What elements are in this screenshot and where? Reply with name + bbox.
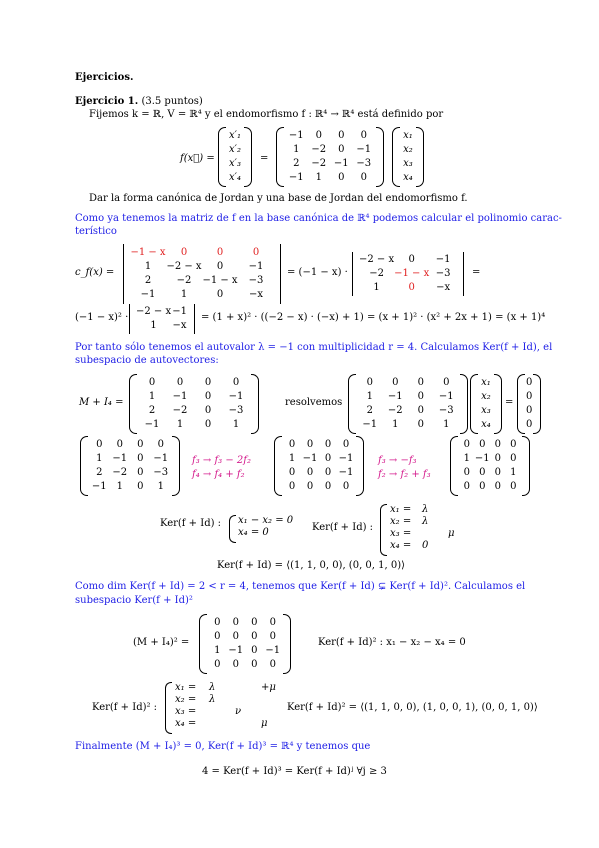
matrix-cell: −x: [436, 282, 451, 293]
ker1-param-label: Ker(f + Id) :: [312, 522, 374, 533]
matrix-cell: 1: [443, 419, 450, 430]
matrix-cell: −1: [302, 453, 318, 464]
matrix-cell: 0: [417, 377, 424, 388]
matrix-cell: 0: [338, 144, 345, 155]
param-cell: x₁ =: [390, 504, 412, 515]
matrix-cell: x′₃: [229, 158, 241, 169]
mi2-lhs: (M + I₄)² =: [133, 637, 190, 648]
matrix-cell: −1: [112, 453, 128, 464]
matrix-cell: 1: [116, 481, 123, 492]
solution-intro-2: terístico: [75, 226, 117, 237]
matrix-cell: 0: [494, 453, 501, 464]
matrix-cell: x₄: [481, 419, 491, 430]
f-lhs: f(x⃗) =: [180, 153, 215, 164]
param-cell: x₁ =: [175, 682, 197, 693]
exercise-task: Dar la forma canónica de Jordan y una base de Jordan del endomorfismo f.: [89, 193, 468, 204]
param-row: [175, 718, 281, 730]
matrix-cell: 1: [157, 481, 164, 492]
ker1-eq-2: x₄ = 0: [238, 527, 269, 538]
matrix-a: [276, 127, 384, 187]
matrix-cell: 0: [137, 453, 144, 464]
ker1-eq-1: x₁ − x₂ = 0: [238, 515, 294, 526]
matrix-cell: 0: [338, 172, 345, 183]
matrix-cell: x′₄: [229, 172, 241, 183]
matrix-cell: −3: [153, 467, 169, 478]
line2-prefix: (−1 − x)² ·: [75, 312, 129, 323]
matrix-cell: 0: [269, 631, 276, 642]
matrix-cell: 1: [366, 391, 373, 402]
left-paren: [392, 127, 400, 187]
param-cell: μ: [261, 718, 268, 729]
determinant-2x2: [127, 304, 197, 334]
exercise-label: Ejercicio 1.: [75, 96, 139, 107]
matrix-cell: 1: [288, 453, 296, 464]
right-bar: [194, 304, 195, 334]
matrix-cell: −1: [172, 391, 188, 402]
left-paren: [470, 374, 478, 434]
param-cell: 0: [422, 540, 429, 551]
matrix-cell: 1: [463, 453, 470, 464]
param-cell: x₃ =: [175, 706, 197, 717]
matrix-cell: 0: [204, 391, 212, 402]
right-paren: [251, 374, 259, 434]
right-bar: [280, 244, 281, 304]
param-cell: x₄ =: [390, 540, 412, 551]
matrix-cell: 0: [494, 467, 501, 478]
matrix-cell: 2: [144, 275, 152, 286]
matrix-cell: −1: [228, 645, 244, 656]
zero-vector: [517, 374, 541, 434]
matrix-cell: 1: [96, 453, 103, 464]
matrix-cell: −1: [438, 391, 454, 402]
matrix-cell: x₄: [403, 172, 413, 183]
left-bar: [123, 244, 124, 304]
param-row: [390, 528, 468, 540]
matrix-cell: 0: [252, 247, 260, 258]
matrix-cell: 1: [144, 261, 152, 272]
param-row: [175, 694, 281, 706]
matrix-cell: 0: [408, 282, 415, 293]
row-op-1b: f₄ → f₄ + f₂: [192, 469, 245, 480]
matrix-cell: 0: [214, 617, 221, 628]
matrix-cell: 0: [180, 247, 188, 258]
matrix-cell: −1: [362, 419, 378, 430]
matrix-cell: 0: [342, 481, 350, 492]
matrix-cell: 0: [526, 405, 533, 416]
matrix-cell: −2: [387, 405, 403, 416]
matrix-cell: 0: [479, 439, 486, 450]
matrix-cell: 0: [269, 617, 276, 628]
matrix-cell: −3: [248, 275, 264, 286]
matrix-cell: −3: [435, 268, 451, 279]
matrix-cell: x₁: [403, 130, 413, 141]
right-paren: [460, 374, 468, 434]
mi-lhs: M + I₄ =: [79, 397, 124, 408]
matrix-cell: −3: [356, 158, 372, 169]
matrix-cell: 0: [408, 254, 415, 265]
matrix-cell: 0: [216, 247, 224, 258]
matrix-cell: 0: [306, 481, 314, 492]
matrix-cell: 0: [157, 439, 164, 450]
resolvemos-label: resolvemos: [285, 397, 343, 408]
matrix-cell: 0: [463, 481, 470, 492]
ker2-parametric: [175, 682, 281, 730]
left-paren: [80, 436, 88, 496]
ker2-span: Ker(f + Id)² = ⟨(1, 1, 0, 0), (1, 0, 0, 1), (0, 0, 1, 0)⟩: [287, 702, 538, 713]
matrix-reduce-step2: [450, 436, 530, 496]
matrix-cell: 0: [214, 631, 221, 642]
left-bar: [129, 304, 130, 334]
matrix-cell: −1: [387, 391, 403, 402]
matrix-cell: −1: [338, 467, 354, 478]
matrix-cell: 0: [366, 377, 373, 388]
ker1-span: Ker(f + Id) = ⟨(1, 1, 0, 0), (0, 0, 1, 0)⟩: [217, 560, 406, 571]
matrix-cell: 2: [148, 405, 156, 416]
param-cell: μ: [448, 528, 455, 539]
matrix-cell: 0: [137, 439, 144, 450]
matrix-cell: −1 − x: [130, 247, 166, 258]
matrix-m-plus-i-system: [348, 374, 468, 434]
ker2-text-2: subespacio Ker(f + Id)²: [75, 595, 193, 606]
determinant-4x4: [121, 244, 283, 304]
matrix-cell: 1: [214, 645, 221, 656]
equals-sign: =: [260, 153, 269, 164]
eigen-text-2: subespacio de autovectores:: [75, 355, 219, 366]
matrix-cell: x₂: [403, 144, 413, 155]
matrix-cell: −2: [176, 275, 192, 286]
matrix-cell: 0: [526, 391, 533, 402]
cf-mid: = (−1 − x) ·: [287, 267, 348, 278]
matrix-cell: 0: [360, 130, 367, 141]
matrix-cell: −2: [311, 158, 327, 169]
matrix-cell: 0: [204, 419, 212, 430]
matrix-cell: 0: [269, 659, 276, 670]
matrix-cell: 0: [338, 130, 345, 141]
matrix-cell: 0: [324, 481, 332, 492]
left-paren: [274, 436, 282, 496]
matrix-cell: x₃: [403, 158, 413, 169]
right-paren: [244, 127, 252, 187]
matrix-cell: −1: [228, 391, 244, 402]
matrix-cell: x₃: [481, 405, 491, 416]
param-cell: +μ: [261, 682, 276, 693]
determinant-3x3: [350, 252, 466, 296]
matrix-cell: 1: [232, 419, 240, 430]
matrix-cell: 0: [148, 377, 156, 388]
param-row: [390, 504, 468, 516]
matrix-cell: −3: [228, 405, 244, 416]
matrix-cell: 0: [342, 439, 350, 450]
param-row: [175, 706, 281, 718]
matrix-cell: 0: [510, 481, 517, 492]
matrix-cell: 0: [494, 439, 501, 450]
matrix-cell: −3: [438, 405, 454, 416]
matrix-cell: x₁: [481, 377, 491, 388]
line2-result: = (1 + x)² · ((−2 − x) · (−x) + 1) = (x + 1)² · (x² + 2x + 1) = (x + 1)⁴: [201, 312, 546, 323]
matrix-cell: 1: [293, 144, 300, 155]
matrix-cell: −1: [474, 453, 490, 464]
matrix-cell: 0: [232, 659, 239, 670]
final-text: Finalmente (M + I₄)³ = 0, Ker(f + Id)³ = ℝ⁴ y tenemos que: [75, 741, 371, 752]
row-op-2b: f₂ → f₂ + f₃: [378, 469, 431, 480]
ker2-label: Ker(f + Id)² :: [92, 702, 158, 713]
matrix-cell: 0: [214, 659, 221, 670]
matrix-cell: 0: [232, 631, 239, 642]
matrix-cell: 0: [417, 405, 424, 416]
ker1-parametric: [390, 504, 468, 552]
ker2-text-1: Como dim Ker(f + Id) = 2 < r = 4, tenemos que Ker(f + Id) ⊊ Ker(f + Id)². Calculamos el: [75, 581, 526, 592]
matrix-cell: 0: [176, 377, 184, 388]
exercise-title: [75, 96, 203, 108]
matrix-cell: 1: [373, 282, 380, 293]
right-paren: [172, 436, 180, 496]
matrix-cell: −1: [288, 130, 304, 141]
matrix-cell: 0: [526, 377, 533, 388]
matrix-cell: 0: [232, 377, 240, 388]
param-cell: x₃ =: [390, 528, 412, 539]
right-bar: [463, 252, 464, 296]
matrix-cell: −1: [140, 289, 156, 300]
param-cell: x₄ =: [175, 718, 197, 729]
param-row: [390, 516, 468, 528]
matrix-cell: 0: [251, 645, 258, 656]
matrix-cell: −1: [248, 261, 264, 272]
matrix-cell: x′₁: [229, 130, 241, 141]
left-paren: [517, 374, 525, 434]
matrix-cell: −1: [172, 306, 187, 317]
matrix-cell: 1: [176, 419, 184, 430]
matrix-cell: −1: [333, 158, 349, 169]
matrix-cell: 0: [510, 453, 517, 464]
matrix-cell: 0: [510, 439, 517, 450]
left-paren: [348, 374, 356, 434]
matrix-m-plus-i-squared: [199, 614, 291, 674]
ker1-param-brace: [380, 504, 387, 556]
x-vector-system: [470, 374, 502, 434]
matrix-cell: −2: [172, 405, 188, 416]
ker1-label: Ker(f + Id) :: [160, 518, 222, 529]
param-cell: x₂ =: [390, 516, 412, 527]
param-row: [175, 682, 281, 694]
matrix-cell: 0: [137, 467, 144, 478]
matrix-cell: 1: [150, 320, 157, 331]
matrix-cell: 0: [288, 467, 296, 478]
matrix-cell: −1: [338, 453, 354, 464]
right-paren: [494, 374, 502, 434]
param-cell: λ: [422, 504, 429, 515]
left-paren: [276, 127, 284, 187]
matrix-cell: 0: [116, 439, 123, 450]
matrix-cell: −1: [356, 144, 372, 155]
matrix-cell: 0: [494, 481, 501, 492]
matrix-cell: 0: [324, 453, 332, 464]
matrix-cell: −x: [172, 320, 187, 331]
matrix-cell: 0: [137, 481, 144, 492]
row-op-2a: f₃ → −f₃: [378, 455, 417, 466]
matrix-cell: 0: [463, 467, 470, 478]
matrix-cell: 0: [479, 467, 486, 478]
matrix-cell: 0: [443, 377, 450, 388]
left-paren: [218, 127, 226, 187]
matrix-cell: 0: [251, 631, 258, 642]
matrix-cell: 0: [96, 439, 103, 450]
matrix-cell: −2: [112, 467, 128, 478]
matrix-cell: 0: [315, 130, 322, 141]
matrix-cell: 0: [417, 391, 424, 402]
matrix-cell: 2: [96, 467, 103, 478]
ker2-equation: Ker(f + Id)² : x₁ − x₂ − x₄ = 0: [318, 637, 466, 648]
matrix-cell: −2: [311, 144, 327, 155]
matrix-cell: 0: [392, 377, 399, 388]
left-paren: [129, 374, 137, 434]
param-cell: λ: [209, 682, 216, 693]
matrix-cell: 0: [306, 439, 314, 450]
equals-sign-2: =: [505, 397, 514, 408]
matrix-cell: 0: [288, 481, 296, 492]
matrix-cell: −1: [153, 453, 169, 464]
matrix-cell: 0: [306, 467, 314, 478]
matrix-reduce-step1: [274, 436, 364, 496]
left-paren: [450, 436, 458, 496]
matrix-cell: 0: [288, 439, 296, 450]
solution-intro-1: Como ya tenemos la matriz de f en la base canónica de ℝ⁴ podemos calcular el polinomio carac-: [75, 213, 562, 224]
matrix-m-plus-i: [129, 374, 259, 434]
matrix-cell: 0: [526, 419, 533, 430]
matrix-cell: x₂: [481, 391, 491, 402]
matrix-cell: −x: [248, 289, 264, 300]
param-cell: ν: [235, 706, 242, 717]
matrix-cell: x′₂: [229, 144, 241, 155]
matrix-cell: 0: [251, 617, 258, 628]
matrix-cell: 0: [216, 289, 224, 300]
param-cell: x₂ =: [175, 694, 197, 705]
matrix-cell: 0: [204, 377, 212, 388]
right-paren: [533, 374, 541, 434]
matrix-cell: 0: [324, 467, 332, 478]
matrix-cell: −1: [144, 419, 160, 430]
exercise-points: (3.5 puntos): [141, 96, 203, 107]
matrix-cell: −2: [369, 268, 384, 279]
left-paren: [199, 614, 207, 674]
matrix-cell: −1: [288, 172, 304, 183]
section-heading: Ejercicios.: [75, 72, 134, 83]
matrix-cell: −2 − x: [166, 261, 202, 272]
matrix-cell: −1: [91, 481, 107, 492]
ker1-equations: [238, 515, 293, 539]
eigen-text-1: Por tanto sólo tenemos el autovalor λ = −1 con multiplicidad r = 4. Calculamos Ker(f + Id), el: [75, 342, 553, 353]
ker2-brace: [165, 682, 172, 734]
matrix-reduce-start: [80, 436, 180, 496]
matrix-cell: 0: [251, 659, 258, 670]
matrix-cell: −2 − x: [359, 254, 395, 265]
param-cell: λ: [209, 694, 216, 705]
matrix-cell: 1: [180, 289, 188, 300]
f-vector: [218, 127, 252, 187]
left-bar: [352, 252, 353, 296]
right-paren: [416, 127, 424, 187]
matrix-cell: 0: [324, 439, 332, 450]
matrix-cell: 0: [360, 172, 367, 183]
row-op-1a: f₃ → f₃ − 2f₂: [192, 455, 251, 466]
right-paren: [376, 127, 384, 187]
matrix-cell: 0: [479, 481, 486, 492]
matrix-cell: 2: [366, 405, 373, 416]
matrix-cell: 1: [315, 172, 322, 183]
matrix-cell: −1: [265, 645, 281, 656]
matrix-cell: 0: [216, 261, 224, 272]
cf-end: =: [472, 267, 481, 278]
matrix-cell: 0: [232, 617, 239, 628]
matrix-cell: −1 − x: [394, 268, 430, 279]
exercise-statement: Fijemos k = ℝ, V = ℝ⁴ y el endomorfismo f : ℝ⁴ → ℝ⁴ está definido por: [89, 109, 444, 120]
x-vector: [392, 127, 424, 187]
matrix-cell: 0: [417, 419, 424, 430]
param-row: [390, 540, 468, 552]
right-paren: [283, 614, 291, 674]
final-equation: 4 = Ker(f + Id)³ = Ker(f + Id)ʲ ∀j ≥ 3: [202, 766, 387, 777]
matrix-cell: −2 − x: [136, 306, 172, 317]
right-paren: [356, 436, 364, 496]
matrix-cell: 0: [463, 439, 470, 450]
matrix-cell: 1: [148, 391, 156, 402]
matrix-cell: 1: [392, 419, 399, 430]
ker1-brace: [229, 515, 236, 543]
matrix-cell: 2: [293, 158, 300, 169]
matrix-cell: −1: [435, 254, 451, 265]
matrix-cell: −1 − x: [202, 275, 238, 286]
cf-lhs: c_f(x) =: [75, 267, 115, 278]
param-cell: λ: [422, 516, 429, 527]
right-paren: [522, 436, 530, 496]
matrix-cell: 1: [510, 467, 517, 478]
matrix-cell: 0: [204, 405, 212, 416]
